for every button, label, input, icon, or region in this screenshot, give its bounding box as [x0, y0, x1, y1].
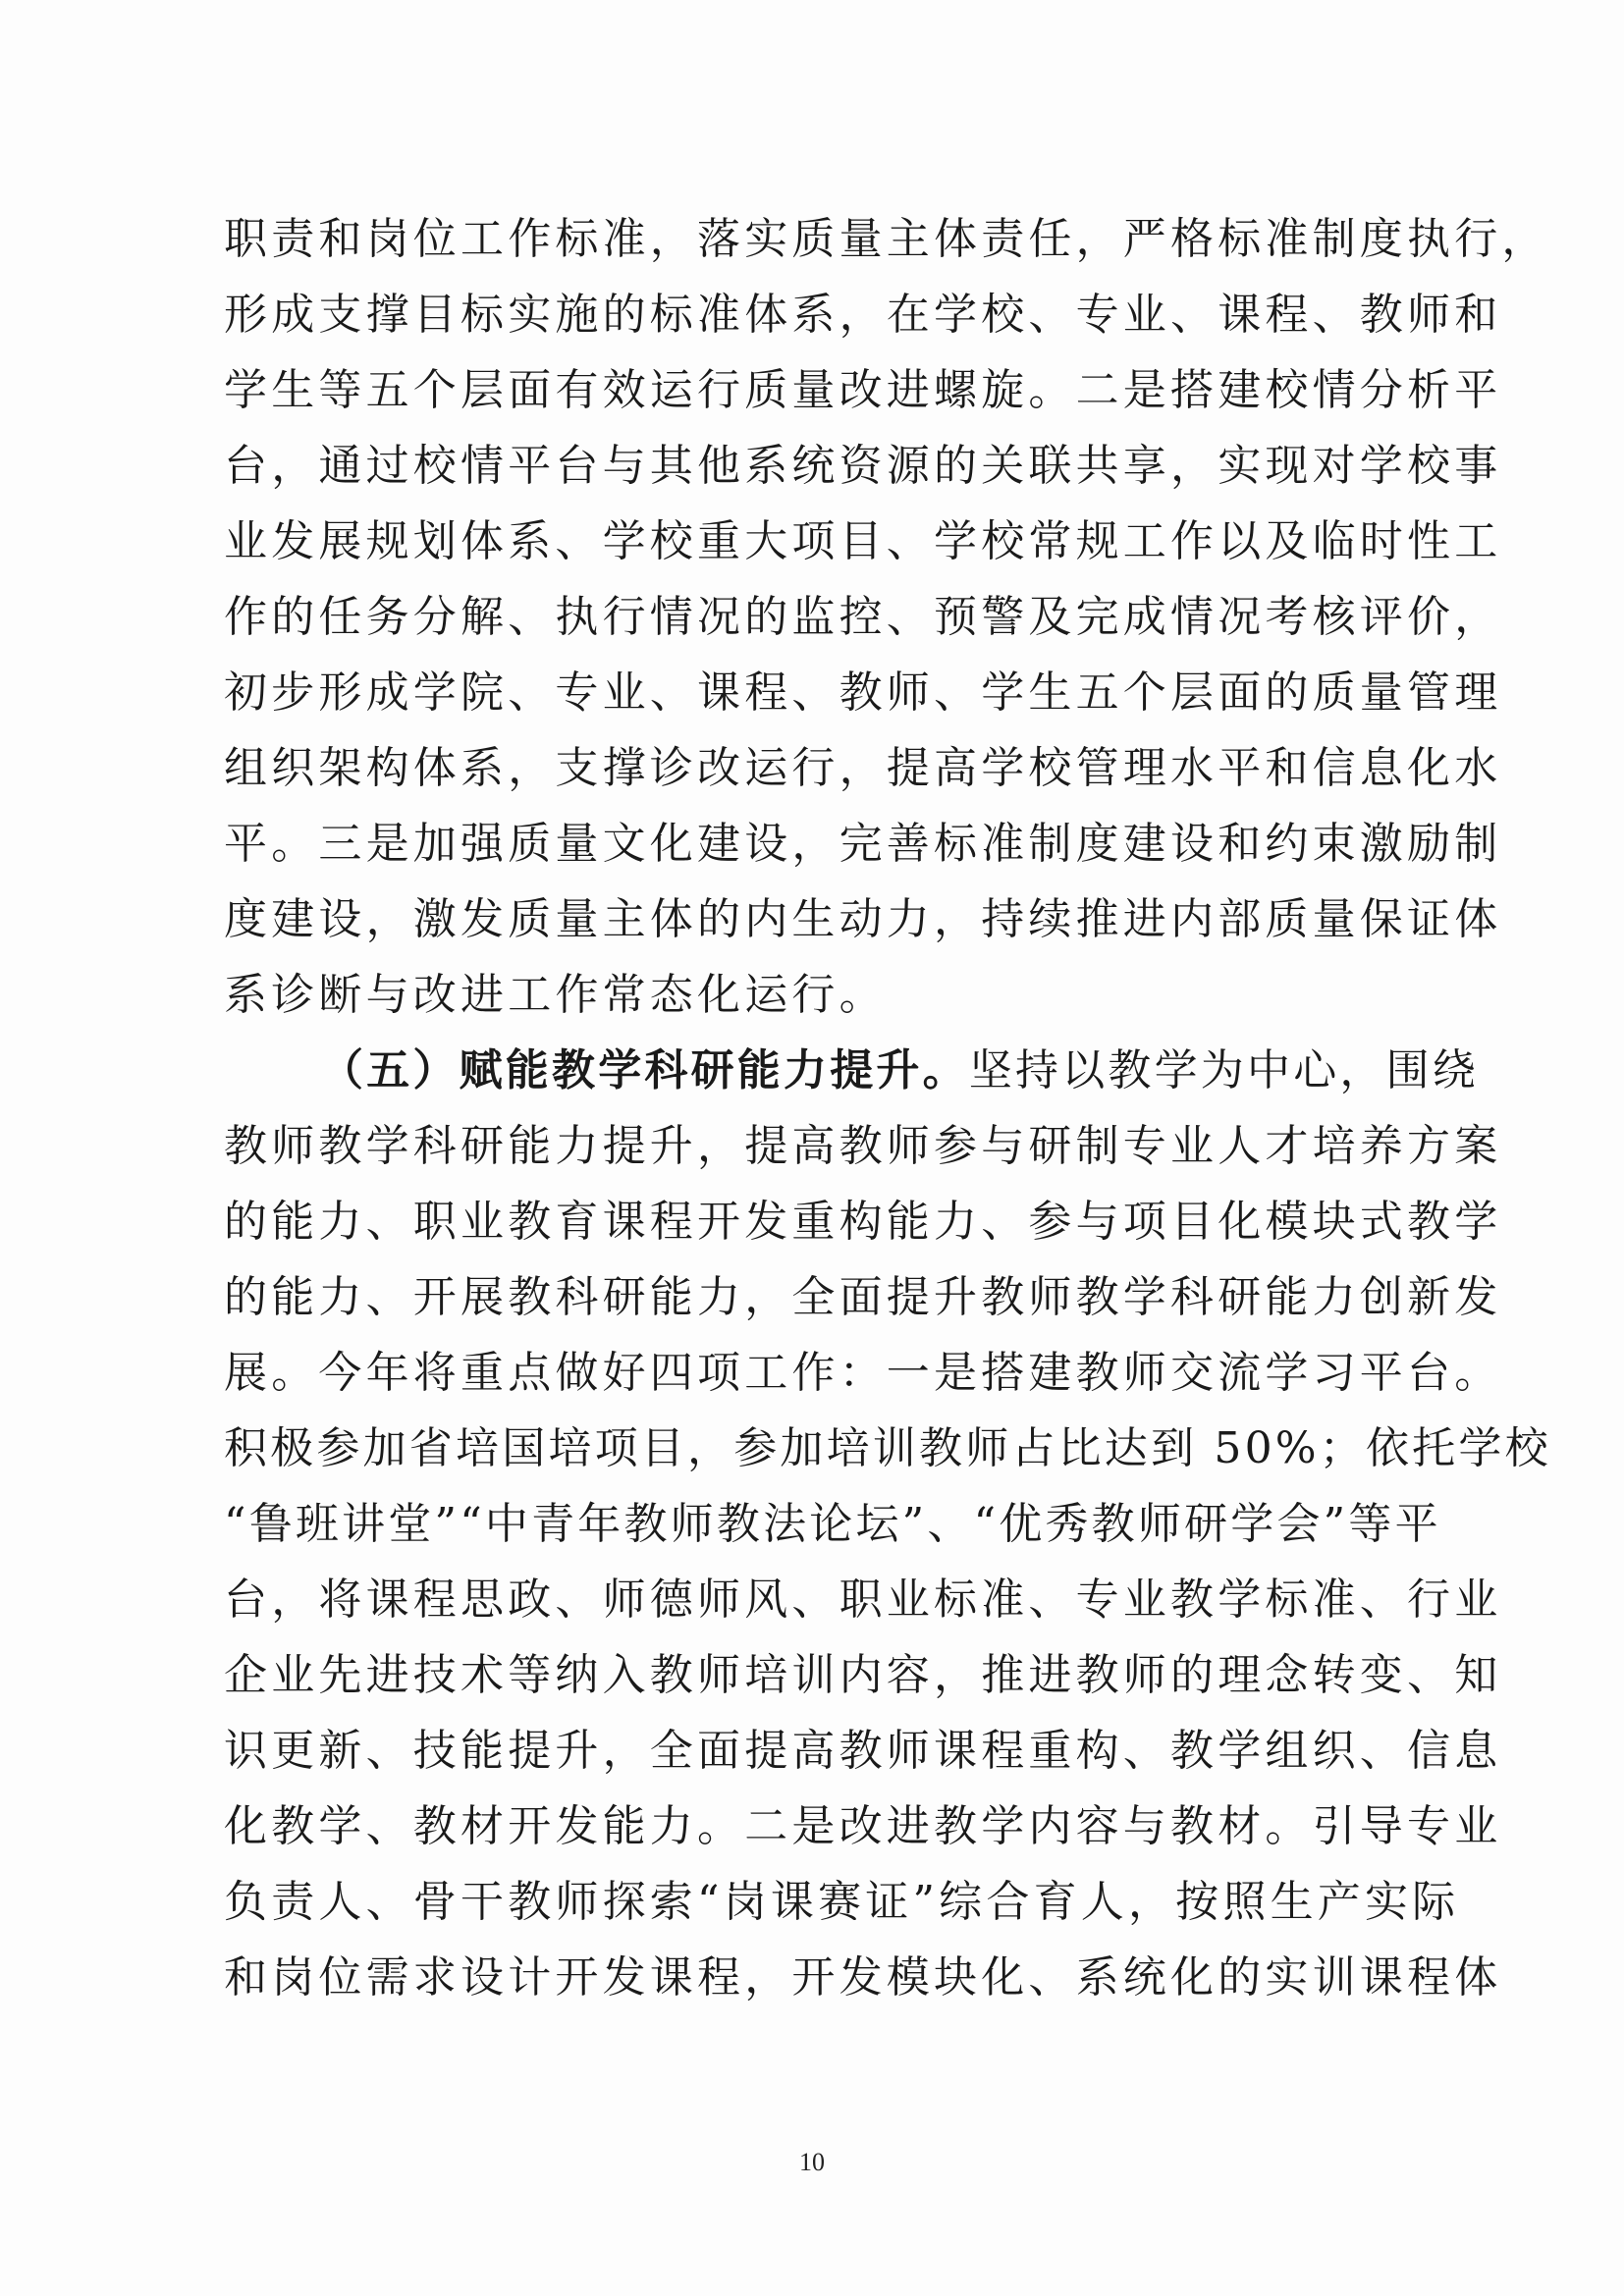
text-line: 台，通过校情平台与其他系统资源的关联共享，实现对学校事: [224, 441, 1502, 491]
text-line: 的能力、开展教科研能力，全面提升教师教学科研能力创新发: [224, 1272, 1502, 1322]
text-line: 的能力、职业教育课程开发重构能力、参与项目化模块式教学: [224, 1197, 1502, 1247]
text-line: 作的任务分解、执行情况的监控、预警及完成情况考核评价，: [224, 592, 1502, 642]
text-line: 积极参加省培国培项目，参加培训教师占比达到 50%；依托学校: [224, 1423, 1551, 1473]
text-line: 系诊断与改进工作常态化运行。: [224, 970, 887, 1020]
text-line: 度建设，激发质量主体的内生动力，持续推进内部质量保证体: [224, 894, 1502, 944]
text-line: 形成支撑目标实施的标准体系，在学校、专业、课程、教师和: [224, 290, 1502, 340]
text-line: 台，将课程思政、师德师风、职业标准、专业教学标准、行业: [224, 1575, 1502, 1625]
text-line: 初步形成学院、专业、课程、教师、学生五个层面的质量管理: [224, 667, 1502, 718]
section-heading-rest: 坚持以教学为中心，围绕: [968, 1045, 1480, 1095]
text-line: 教师教学科研能力提升，提高教师参与研制专业人才培养方案: [224, 1121, 1502, 1171]
section-heading-line: [224, 1033, 1480, 1108]
page-number: 10: [799, 2148, 825, 2176]
text-line: 化教学、教材开发能力。二是改进教学内容与教材。引导专业: [224, 1801, 1502, 1851]
text-line: 企业先进技术等纳入教师培训内容，推进教师的理念转变、知: [224, 1650, 1502, 1700]
body-text: [224, 201, 1551, 2015]
section-heading: （五）赋能教学科研能力提升。: [320, 1045, 969, 1095]
text-line: 平。三是加强质量文化建设，完善标准制度建设和约束激励制: [224, 819, 1502, 869]
text-line: 组织架构体系，支撑诊改运行，提高学校管理水平和信息化水: [224, 743, 1502, 793]
text-line: 和岗位需求设计开发课程，开发模块化、系统化的实训课程体: [224, 1952, 1502, 2002]
text-line: “鲁班讲堂”“中青年教师教法论坛”、“优秀教师研学会”等平: [224, 1499, 1441, 1549]
text-line: 展。今年将重点做好四项工作：一是搭建教师交流学习平台。: [224, 1348, 1502, 1398]
text-line: 业发展规划体系、学校重大项目、学校常规工作以及临时性工: [224, 516, 1502, 566]
text-line: 负责人、骨干教师探索“岗课赛证”综合育人，按照生产实际: [224, 1877, 1460, 1927]
text-line: 识更新、技能提升，全面提高教师课程重构、教学组织、信息: [224, 1726, 1502, 1776]
text-line: 职责和岗位工作标准，落实质量主体责任，严格标准制度执行，: [224, 214, 1549, 264]
text-line: 学生等五个层面有效运行质量改进螺旋。二是搭建校情分析平: [224, 365, 1502, 415]
